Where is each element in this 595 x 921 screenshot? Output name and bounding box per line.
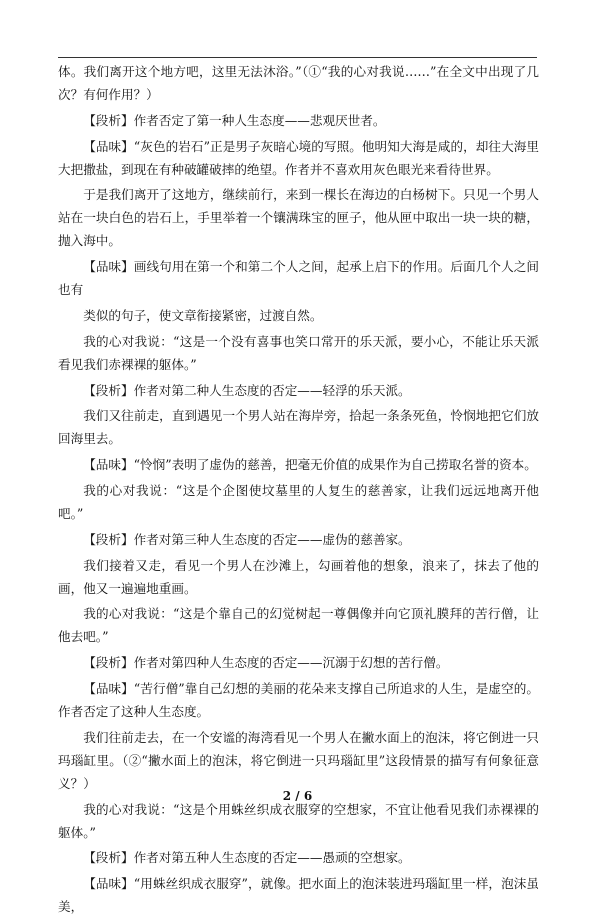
paragraph: 【段析】作者否定了第一种人生态度——悲观厌世者。 bbox=[83, 112, 386, 128]
paragraph: 【品味】“用蛛丝织成衣服穿”，就像。把水面上的泡沫装进玛瑙缸里一样，泡沫虽美， bbox=[58, 876, 539, 915]
page-number: 2 / 6 bbox=[282, 789, 313, 803]
paragraph: 【段析】作者对第四种人生态度的否定——沉溺于幻想的苦行僧。 bbox=[83, 655, 449, 671]
paragraph: 我的心对我说：“这是个企图使坟墓里的人复生的慈善家，让我们远远地离开他吧。” bbox=[58, 482, 539, 521]
paragraph: 于是我们离开了这地方，继续前行，来到一棵长在海边的白杨树下。只见一个男人站在一块白色的岩石上，手里举着一个镶满珠宝的匣子，他从匣中取出一块一块的糖，抛入海中。 bbox=[58, 187, 539, 249]
paragraph: 我的心对我说：“这是个靠自己的幻觉树起一尊偶像并向它顶礼膜拜的苦行僧，让他去吧。” bbox=[58, 606, 539, 645]
paragraph: 我的心对我说：“这是个用蛛丝织成衣服穿的空想家，不宜让他看见我们赤裸裸的躯体。” bbox=[58, 801, 539, 840]
paragraph: 我们往前走去，在一个安谧的海湾看见一个男人在撇水面上的泡沫，将它倒进一只玛瑙缸里。（②“撇水面上的泡沫，将它倒进一只玛瑙缸里”这段情景的描写有何象征意义？） bbox=[58, 729, 539, 791]
paragraph: 【品味】“怜悯”表明了虚伪的慈善，把毫无价值的成果作为自己捞取名誉的资本。 bbox=[83, 457, 537, 473]
paragraph: 【品味】“苦行僧”靠自己幻想的美丽的花朵来支撑自己所追求的人生，是虚空的。作者否定了这种人生态度。 bbox=[58, 680, 539, 719]
paragraph: 【段析】作者对第二种人生态度的否定——轻浮的乐天派。 bbox=[83, 382, 411, 398]
paragraph: 我的心对我说：“这是一个没有喜事也笑口常开的乐天派，要小心，不能让乐天派看见我们赤裸裸的躯体。” bbox=[58, 333, 539, 372]
header-rule bbox=[58, 57, 537, 58]
paragraph: 类似的句子，使文章衔接紧密，过渡自然。 bbox=[83, 307, 323, 323]
paragraph: 【段析】作者对第五种人生态度的否定——愚顽的空想家。 bbox=[83, 850, 411, 866]
paragraph: 【品味】“灰色的岩石”正是男子灰暗心境的写照。他明知大海是咸的，却往大海里大把撒盐，到现在有种破罐破摔的绝望。作者并不喜欢用灰色眼光来看待世界。 bbox=[58, 138, 539, 177]
paragraph: 【段析】作者对第三种人生态度的否定——虚伪的慈善家。 bbox=[83, 531, 411, 547]
paragraph: 我们接着又走，看见一个男人在沙滩上，勾画着他的想象，浪来了，抹去了他的画，他又一遍遍地重画。 bbox=[58, 557, 539, 596]
paragraph: 体。我们离开这个地方吧，这里无法沐浴。”（①“我的心对我说……”在全文中出现了几次？有何作用？） bbox=[58, 64, 539, 102]
paragraph: 我们又往前走，直到遇见一个男人站在海岸旁，拾起一条条死鱼，怜悯地把它们放回海里去。 bbox=[58, 408, 539, 447]
paragraph: 【品味】画线句用在第一个和第二个人之间，起承上启下的作用。后面几个人之间也有 bbox=[58, 259, 539, 298]
